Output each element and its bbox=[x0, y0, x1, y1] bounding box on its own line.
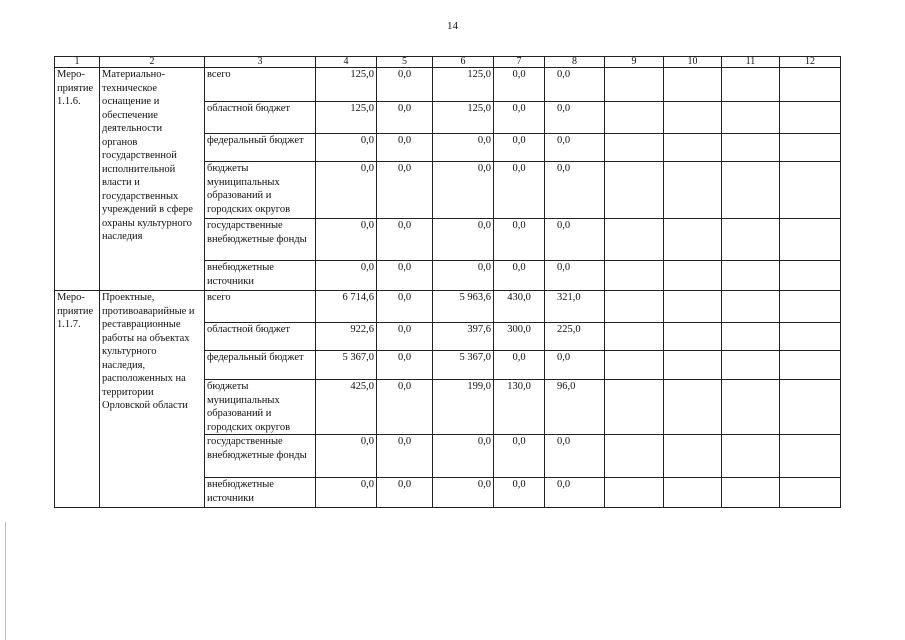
value-cell: 0,0 bbox=[545, 435, 605, 478]
value-cell: 0,0 bbox=[545, 219, 605, 261]
value-cell: 0,0 bbox=[494, 261, 545, 291]
empty-cell bbox=[664, 351, 722, 380]
value-cell: 0,0 bbox=[377, 219, 433, 261]
value-cell: 425,0 bbox=[316, 380, 377, 435]
value-cell: 0,0 bbox=[377, 435, 433, 478]
value-cell: 0,0 bbox=[494, 68, 545, 102]
empty-cell bbox=[664, 102, 722, 134]
measure-code-line: Меро- bbox=[57, 69, 85, 80]
value-cell: 5 367,0 bbox=[316, 351, 377, 380]
column-number: 9 bbox=[605, 57, 664, 68]
funding-source-cell: бюджеты муниципальных образований и городских округов bbox=[205, 162, 316, 219]
column-number: 4 bbox=[316, 57, 377, 68]
scan-edge-line bbox=[5, 522, 6, 640]
empty-cell bbox=[605, 380, 664, 435]
value-cell: 125,0 bbox=[433, 102, 494, 134]
empty-cell bbox=[664, 323, 722, 351]
value-cell: 5 367,0 bbox=[433, 351, 494, 380]
empty-cell bbox=[780, 351, 841, 380]
value-cell: 397,6 bbox=[433, 323, 494, 351]
value-cell: 0,0 bbox=[433, 261, 494, 291]
empty-cell bbox=[722, 435, 780, 478]
funding-source-cell: областной бюджет bbox=[205, 102, 316, 134]
measure-description-line: деятельности bbox=[102, 123, 163, 134]
empty-cell bbox=[605, 102, 664, 134]
measure-description-line: учреждений в сфере bbox=[102, 204, 193, 215]
value-cell: 96,0 bbox=[545, 380, 605, 435]
empty-cell bbox=[780, 478, 841, 508]
measure-description-line: Материально- bbox=[102, 69, 165, 80]
value-cell: 0,0 bbox=[377, 134, 433, 162]
column-number: 10 bbox=[664, 57, 722, 68]
measure-description-line: наследия, bbox=[102, 359, 146, 371]
measure-code-line: Меро- bbox=[57, 292, 85, 303]
empty-cell bbox=[664, 291, 722, 323]
value-cell: 130,0 bbox=[494, 380, 545, 435]
value-cell: 0,0 bbox=[494, 478, 545, 508]
empty-cell bbox=[722, 134, 780, 162]
value-cell: 0,0 bbox=[433, 435, 494, 478]
empty-cell bbox=[780, 380, 841, 435]
value-cell: 0,0 bbox=[377, 102, 433, 134]
funding-source-cell: государственные внебюджетные фонды bbox=[205, 219, 316, 261]
empty-cell bbox=[605, 351, 664, 380]
value-cell: 0,0 bbox=[545, 162, 605, 219]
value-cell: 0,0 bbox=[316, 162, 377, 219]
value-cell: 0,0 bbox=[545, 134, 605, 162]
value-cell: 0,0 bbox=[494, 435, 545, 478]
value-cell: 0,0 bbox=[377, 478, 433, 508]
empty-cell bbox=[722, 102, 780, 134]
table-row bbox=[55, 291, 841, 323]
value-cell: 125,0 bbox=[316, 68, 377, 102]
empty-cell bbox=[780, 162, 841, 219]
measure-description-line: реставрационные bbox=[102, 319, 181, 330]
measure-code-cell bbox=[55, 291, 100, 508]
value-cell: 199,0 bbox=[433, 380, 494, 435]
measure-description-cell bbox=[100, 291, 205, 508]
value-cell: 922,6 bbox=[316, 323, 377, 351]
empty-cell bbox=[780, 261, 841, 291]
measure-description-line: государственной bbox=[102, 150, 177, 161]
budget-table bbox=[54, 56, 841, 508]
funding-source-cell: внебюджетные источники bbox=[205, 478, 316, 508]
empty-cell bbox=[605, 162, 664, 219]
empty-cell bbox=[664, 219, 722, 261]
value-cell: 225,0 bbox=[545, 323, 605, 351]
measure-description-line: расположенных на bbox=[102, 373, 186, 384]
empty-cell bbox=[664, 435, 722, 478]
value-cell: 430,0 bbox=[494, 291, 545, 323]
measure-description-line: техническое bbox=[102, 82, 158, 94]
value-cell: 0,0 bbox=[494, 351, 545, 380]
measure-description-line: органов bbox=[102, 136, 138, 148]
measure-description-line: территории bbox=[102, 386, 154, 398]
measure-description-line: противоаварийные и bbox=[102, 305, 195, 317]
empty-cell bbox=[780, 68, 841, 102]
empty-cell bbox=[780, 102, 841, 134]
value-cell: 0,0 bbox=[494, 102, 545, 134]
value-cell: 0,0 bbox=[316, 219, 377, 261]
value-cell: 5 963,6 bbox=[433, 291, 494, 323]
value-cell: 0,0 bbox=[316, 134, 377, 162]
funding-source-cell: федеральный бюджет bbox=[205, 134, 316, 162]
empty-cell bbox=[605, 435, 664, 478]
funding-source-cell: всего bbox=[205, 68, 316, 102]
empty-cell bbox=[664, 162, 722, 219]
empty-cell bbox=[722, 162, 780, 219]
value-cell: 0,0 bbox=[494, 219, 545, 261]
empty-cell bbox=[605, 68, 664, 102]
measure-description-line: культурного bbox=[102, 346, 157, 357]
value-cell: 0,0 bbox=[433, 219, 494, 261]
measure-code-line: приятие bbox=[57, 82, 94, 94]
value-cell: 0,0 bbox=[494, 162, 545, 219]
empty-cell bbox=[780, 323, 841, 351]
empty-cell bbox=[664, 134, 722, 162]
value-cell: 0,0 bbox=[545, 102, 605, 134]
column-number: 6 bbox=[433, 57, 494, 68]
empty-cell bbox=[722, 261, 780, 291]
column-number: 11 bbox=[722, 57, 780, 68]
value-cell: 0,0 bbox=[377, 162, 433, 219]
value-cell: 0,0 bbox=[377, 291, 433, 323]
empty-cell bbox=[605, 219, 664, 261]
measure-description-cell bbox=[100, 68, 205, 291]
empty-cell bbox=[780, 219, 841, 261]
value-cell: 321,0 bbox=[545, 291, 605, 323]
value-cell: 0,0 bbox=[545, 68, 605, 102]
measure-description-line: власти и bbox=[102, 177, 140, 188]
measure-description-line: наследия bbox=[102, 231, 143, 242]
empty-cell bbox=[605, 291, 664, 323]
empty-cell bbox=[664, 68, 722, 102]
column-number: 7 bbox=[494, 57, 545, 68]
funding-source-cell: областной бюджет bbox=[205, 323, 316, 351]
value-cell: 125,0 bbox=[433, 68, 494, 102]
funding-source-cell: государственные внебюджетные фонды bbox=[205, 435, 316, 478]
funding-source-cell: внебюджетные источники bbox=[205, 261, 316, 291]
value-cell: 0,0 bbox=[433, 478, 494, 508]
measure-description-line: Орловской области bbox=[102, 400, 188, 411]
empty-cell bbox=[780, 134, 841, 162]
empty-cell bbox=[722, 68, 780, 102]
funding-source-cell: всего bbox=[205, 291, 316, 323]
measure-code-cell bbox=[55, 68, 100, 291]
measure-description-line: работы на объектах bbox=[102, 332, 190, 344]
empty-cell bbox=[780, 435, 841, 478]
empty-cell bbox=[722, 351, 780, 380]
empty-cell bbox=[605, 478, 664, 508]
value-cell: 0,0 bbox=[377, 351, 433, 380]
measure-description-line: исполнительной bbox=[102, 163, 176, 175]
value-cell: 0,0 bbox=[494, 134, 545, 162]
value-cell: 0,0 bbox=[433, 162, 494, 219]
value-cell: 0,0 bbox=[433, 134, 494, 162]
page-number: 14 bbox=[447, 20, 458, 32]
column-number: 1 bbox=[55, 57, 100, 68]
value-cell: 0,0 bbox=[545, 261, 605, 291]
empty-cell bbox=[780, 291, 841, 323]
empty-cell bbox=[664, 261, 722, 291]
value-cell: 0,0 bbox=[377, 323, 433, 351]
empty-cell bbox=[722, 478, 780, 508]
value-cell: 300,0 bbox=[494, 323, 545, 351]
funding-source-cell: бюджеты муниципальных образований и городских округов bbox=[205, 380, 316, 435]
column-number: 12 bbox=[780, 57, 841, 68]
value-cell: 0,0 bbox=[316, 478, 377, 508]
value-cell: 0,0 bbox=[316, 435, 377, 478]
table-row bbox=[55, 68, 841, 102]
value-cell: 6 714,6 bbox=[316, 291, 377, 323]
table-body bbox=[55, 57, 841, 508]
measure-code-line: 1.1.7. bbox=[57, 319, 81, 330]
value-cell: 0,0 bbox=[377, 68, 433, 102]
empty-cell bbox=[605, 323, 664, 351]
value-cell: 0,0 bbox=[316, 261, 377, 291]
measure-code-line: приятие bbox=[57, 305, 94, 317]
column-number: 3 bbox=[205, 57, 316, 68]
column-number: 5 bbox=[377, 57, 433, 68]
measure-description-line: Проектные, bbox=[102, 292, 155, 303]
empty-cell bbox=[722, 323, 780, 351]
value-cell: 0,0 bbox=[545, 351, 605, 380]
column-number-row bbox=[55, 57, 841, 68]
empty-cell bbox=[722, 219, 780, 261]
value-cell: 0,0 bbox=[377, 261, 433, 291]
empty-cell bbox=[664, 478, 722, 508]
empty-cell bbox=[722, 291, 780, 323]
empty-cell bbox=[605, 134, 664, 162]
empty-cell bbox=[722, 380, 780, 435]
column-number: 8 bbox=[545, 57, 605, 68]
measure-description-line: охраны культурного bbox=[102, 217, 192, 229]
empty-cell bbox=[664, 380, 722, 435]
value-cell: 125,0 bbox=[316, 102, 377, 134]
measure-description-line: обеспечение bbox=[102, 109, 158, 121]
value-cell: 0,0 bbox=[545, 478, 605, 508]
column-number: 2 bbox=[100, 57, 205, 68]
measure-description-line: государственных bbox=[102, 190, 179, 202]
measure-description-line: оснащение и bbox=[102, 96, 160, 107]
funding-source-cell: федеральный бюджет bbox=[205, 351, 316, 380]
measure-code-line: 1.1.6. bbox=[57, 96, 81, 107]
empty-cell bbox=[605, 261, 664, 291]
value-cell: 0,0 bbox=[377, 380, 433, 435]
